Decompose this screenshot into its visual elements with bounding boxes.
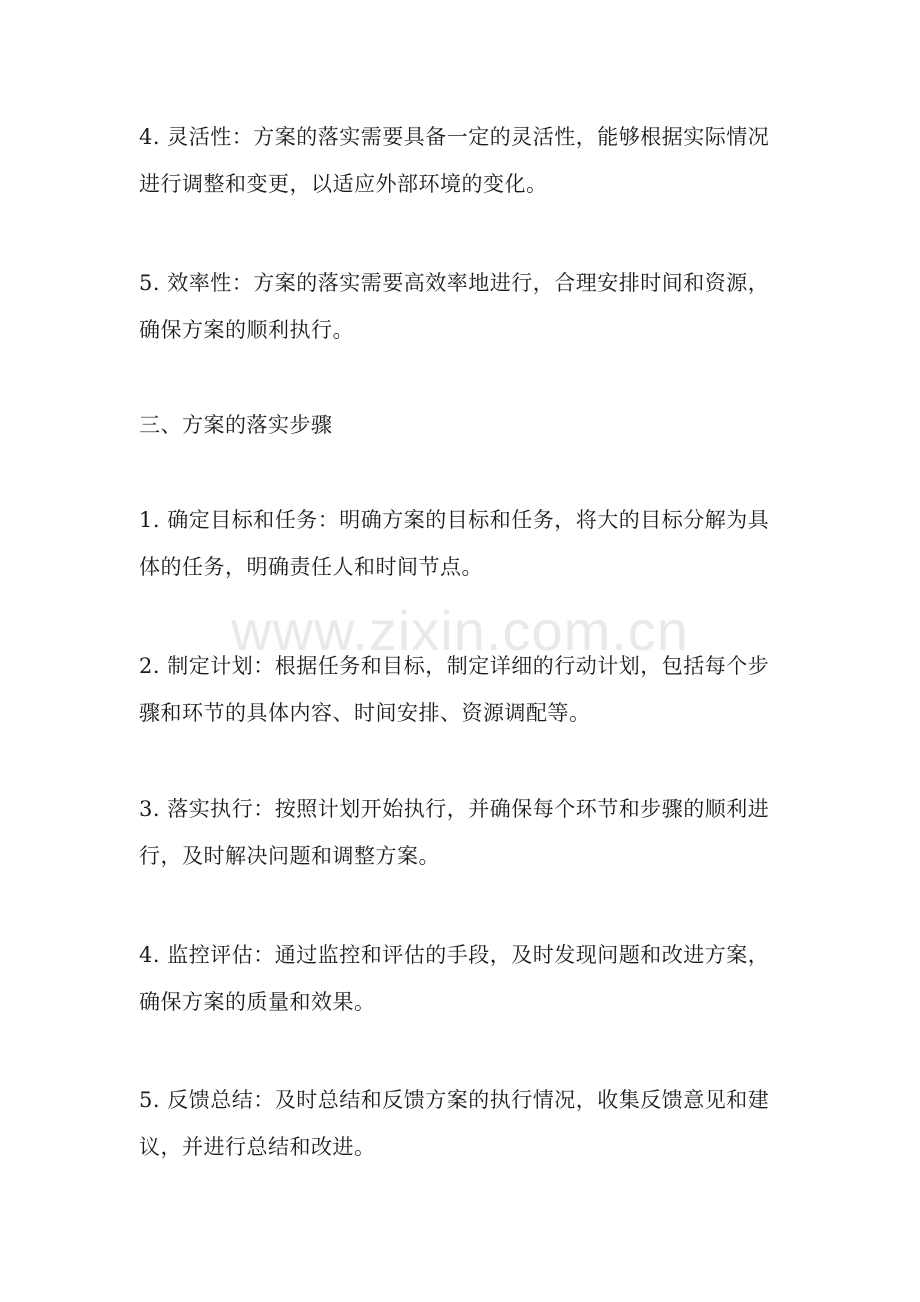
paragraph-line: 确保方案的顺利执行。 <box>139 318 354 342</box>
paragraph-efficiency <box>139 260 789 354</box>
paragraph-flexibility <box>139 114 789 208</box>
paragraph-step-3 <box>139 786 789 880</box>
paragraph-line: 2. 制定计划：根据任务和目标，制定详细的行动计划，包括每个步 <box>139 654 770 678</box>
paragraph-line: 5. 效率性：方案的落实需要高效率地进行，合理安排时间和资源， <box>139 271 770 295</box>
paragraph-line: 骤和环节的具体内容、时间安排、资源调配等。 <box>139 701 591 725</box>
paragraph-line: 1. 确定目标和任务：明确方案的目标和任务，将大的目标分解为具 <box>139 508 770 532</box>
paragraph-line: 行，及时解决问题和调整方案。 <box>139 844 440 868</box>
watermark: www.zixin.com.cn <box>231 599 689 662</box>
paragraph-step-5 <box>139 1077 789 1171</box>
paragraph-line: 进行调整和变更，以适应外部环境的变化。 <box>139 172 548 196</box>
heading-line: 三、方案的落实步骤 <box>139 413 333 437</box>
section-heading <box>139 402 789 449</box>
paragraph-line: 5. 反馈总结：及时总结和反馈方案的执行情况，收集反馈意见和建 <box>139 1088 770 1112</box>
paragraph-step-2 <box>139 643 789 737</box>
paragraph-line: 3. 落实执行：按照计划开始执行，并确保每个环节和步骤的顺利进 <box>139 797 770 821</box>
paragraph-step-1 <box>139 497 789 591</box>
paragraph-line: 确保方案的质量和效果。 <box>139 990 376 1014</box>
paragraph-line: 体的任务，明确责任人和时间节点。 <box>139 555 483 579</box>
paragraph-line: 4. 监控评估：通过监控和评估的手段，及时发现问题和改进方案， <box>139 943 770 967</box>
paragraph-line: 4. 灵活性：方案的落实需要具备一定的灵活性，能够根据实际情况 <box>139 125 770 149</box>
paragraph-line: 议，并进行总结和改进。 <box>139 1135 376 1159</box>
paragraph-step-4 <box>139 932 789 1026</box>
